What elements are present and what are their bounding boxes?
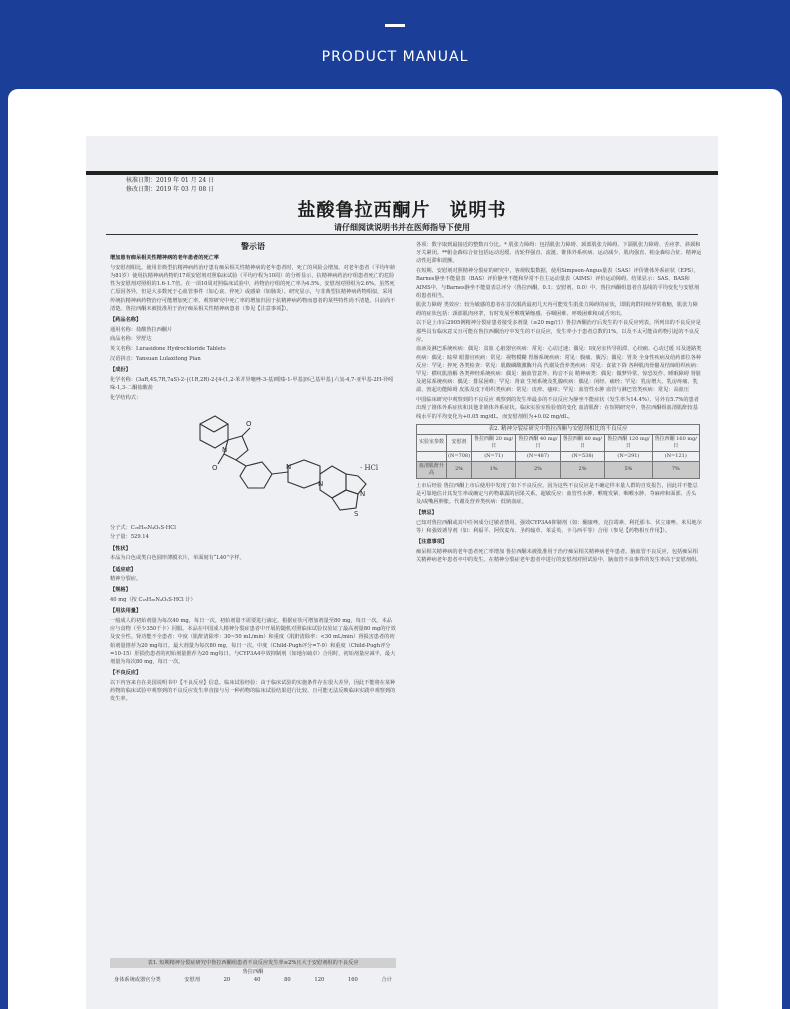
table-cell: 5% (605, 461, 652, 478)
table-header-cell: 身体系统或器官分类 (114, 977, 161, 983)
caution-text: 痴呆相关精神病的老年患者死亡率增加 鲁拉西酮未被批准用于治疗痴呆相关精神病老年患者。脑血管不良反应，包括痴呆相关精神病老年患者卒中的发生。在精神分裂症老年患者中进行的安慰剂对照试验中，脑血管不良事件的发生率高于安慰剂组。 (416, 549, 702, 564)
section-ingredients-heading: 【成份】 (110, 366, 131, 373)
table-cell: 1% (472, 461, 516, 478)
right-paragraph: 中国临床研究中观察到的不良反应 观察到的发生率最多的不良反应为静坐不能症状（发生率为14.4%），另外有5.7%的患者出现了锥体外系症状和其他非锥体外系症状。临床实验室检验值的变化 血清肌酐：在短期研究中，鲁拉西酮组血清肌酐较基线水平的平均变化为+0.05 mg/dL，而安慰剂组为+0.02 mg/dL。 (416, 397, 699, 420)
right-paragraph: 各项：数字取到最接近的整数百分比。* 肌张力障碍：包括肌张力障碍、颈部肌张力障碍、下颌肌张力障碍、舌痉挛、斜颈和牙关紧闭。**帕金森综合征包括运动迟缓、齿轮样强直、流涎、锥体外系疾病、运动减少、肌肉强直、帕金森综合征、精神运动性迟滞和震颤。 (416, 242, 702, 265)
revision-date: 修改日期：2019 年 03 月 08 日 (126, 186, 215, 193)
taboo-text: 已知对鲁拉西酮或其中任何成分过敏者禁用。强效CYP3A4抑制剂（如：酮康唑、克拉霉素、利托那韦、伏立康唑、米贝地尔等）和强效诱导剂（如：利福平、阿伐麦布、圣约翰草、苯妥英、卡马西平等）合用（参见【药物相互作用】）。 (416, 520, 702, 535)
section-name-heading: 【药品名称】 (110, 316, 142, 323)
table-cell: 2% (560, 461, 605, 478)
table-cell: (N=121) (652, 451, 699, 461)
right-paragraph: 以下是上市后2905例精神分裂症患者接受多剂量（≥20 mg/日）鲁拉西酮治疗后发生的不良反应列表。所列出的不良反应是那些具有临床意义且可能在鲁拉西酮治疗中发生的不良反应，发生率小于患者总数的1%，以及不太可能由药物引起的不良反应。 (416, 320, 701, 343)
right-paragraph: 在短期、安慰剂对照精神分裂症的研究中，客观收集数据，使用Simpson-Angus量表（SAS）评价锥体外系症状（EPS），Barnes静坐不能量表（BAS）评价静坐不能和异常不自主运动量表（AIMS）评价运动障碍。结果显示：SAS、BAS和AIMS中，与Barnes静坐不能量表总评分（鲁拉西酮，0.1；安慰剂，0.0）中，鲁拉西酮组患者自基线的平均变化与安慰剂组患者相当。 (416, 268, 700, 299)
hcl-label: · HCl (360, 463, 379, 472)
adverse-events-table (110, 958, 396, 984)
table-cell (417, 451, 447, 461)
right-paragraph: 上市后经验 鲁拉西酮上市后使用中发现了如下不良反应。因为这些不良反应是不确定样本量人群的自发报告，因此并不能总是可靠地估计其发生率或确定与药物暴露的因果关系。超敏反应：血管性水肿、喉咙发紧、咽喉水肿、荨麻疹和面部、舌头及/或嘴唇肿胀。代谢及营养类疾病：低钠血症。 (416, 482, 698, 506)
table-header-cell: 120 (314, 977, 325, 983)
table-header-cell: 鲁拉西酮 20 mg/日 (472, 434, 516, 451)
table-header-cell: 鲁拉西酮 160 mg/日 (652, 434, 699, 451)
table-header-row (110, 976, 396, 984)
section-spec-heading: 【规格】 (110, 587, 131, 594)
section-dosage-heading: 【用法用量】 (110, 608, 142, 615)
table-cell: 2% (516, 461, 561, 478)
section-caution-heading: 【注意事项】 (416, 539, 448, 546)
table-cell: (N=487) (516, 451, 561, 461)
dosage-text: 一般成人的初始剂量为每次40 mg，每日一次。初始剂量不需要进行滴定。根据症状可增加剂量至80 mg，每日一次。本品应与食物（至少350千卡）同服。本品在中国成人精神分裂症患者中开展的随机对照临床试验仅验证了最高剂量80 mg的疗效及安全性。肾功能不全患者：中度（肌酐清除率：30~50 mL/min）和重度（肌酐清除率：<30 mL/min）肾损害患者的初始剂量推荐为20 mg每日，最大剂量为每次80 mg，每日一次。中度（Child-Pugh评分=7-9）和重度（Child-Pugh评分=10-15）肝损伤患者的初始剂量推荐为20 mg每日。与CYP3A4中效抑制剂（如地尔硫卓）合用时，初始剂量应减半，最大剂量为每次80 mg，每日一次。 (110, 618, 396, 666)
table-header-cell: 160 (347, 977, 358, 983)
svg-text:O: O (212, 463, 218, 472)
approval-dates (126, 176, 214, 194)
molecular-formula: 分子式：C₂₈H₃₆N₄O₂S·HCl (110, 524, 176, 531)
table-header-cell: 鲁拉西酮 120 mg/日 (605, 434, 652, 451)
document-title: 盐酸鲁拉西酮片 说明书 (297, 200, 507, 221)
warning-body: 与安慰剂相比，使用非典型抗精神病药治疗患有痴呆相关性精神病的老年患者时，死亡的风险会增加。对老年患者（平均年龄为81岁）使用抗精神病药物的17项安慰剂对照临床试验（平均疗程为10周）的分析显示，抗精神病药治疗组患者死亡的危险性为安慰剂对照组的1.6-1.7倍。在一项10周对照临床试验中，药物治疗组的死亡率为4.5%，安慰剂对照组为2.6%。虽然死亡原因各异，但是大多数死于心血管事件（如心衰、猝死）或感染（如肺炎）。研究显示，与非典型抗精神病药物相似，采用传统抗精神病药物治疗可能增加死亡率。观察研究中死亡率的增加归因于抗精神病药物而患者的某些特性尚不清楚。目前尚不清楚。鲁拉西酮未被批准用于治疗痴呆相关性精神病患者（参见【注意事项】）。 (110, 264, 396, 312)
table-subheader: 鲁拉西酮 (242, 969, 264, 975)
indication-text: 精神分裂症。 (110, 576, 142, 583)
table-header-cell: 实验室参数 (417, 434, 447, 451)
header-accent-bar (385, 24, 405, 27)
table-header-cell: 40 (253, 977, 261, 983)
spec-text: 40 mg（按 C₂₈H₃₆N₄O₂S·HCl 计） (110, 597, 196, 604)
section-adverse-heading: 【不良反应】 (110, 670, 142, 677)
section-character-heading: 【性状】 (110, 545, 131, 552)
structure-label: 化学结构式： (110, 394, 142, 401)
table-header-cell: 合计 (381, 977, 392, 983)
svg-text:N: N (286, 462, 292, 471)
warning-title: 警示语 (241, 241, 265, 251)
table-header-cell: 安慰剂 (184, 977, 200, 983)
table-header-cell: 鲁拉西酮 80 mg/日 (560, 434, 605, 451)
table-row (417, 461, 700, 478)
name-line: 商品名称：罗舒达 (110, 336, 152, 343)
name-line: 汉语拼音：Yansuan Lulaxitong Pian (110, 355, 201, 362)
creatinine-table (416, 424, 700, 479)
table-caption: 表2. 精神分裂症研究中鲁拉西酮与安慰剂相比的不良反应 (417, 424, 700, 434)
table-cell: (N=291) (605, 451, 652, 461)
molecular-weight: 分子量：529.14 (110, 534, 149, 541)
title-rule (106, 234, 698, 235)
section-taboo-heading: 【禁忌】 (416, 510, 437, 517)
name-line: 英文名称：Lurasidone Hydrochloride Tablets (110, 346, 226, 353)
chemical-structure (110, 404, 396, 522)
table-row (417, 451, 700, 461)
table-cell: (N=538) (560, 451, 605, 461)
name-line: 通用名称：盐酸鲁拉西酮片 (110, 326, 173, 333)
table-header-cell: 安慰剂 (447, 434, 472, 451)
right-column (416, 241, 702, 566)
table-header-cell: 80 (284, 977, 291, 983)
page-title: PRODUCT MANUAL (321, 49, 469, 65)
document-subtitle: 请仔细阅读说明书并在医师指导下使用 (334, 222, 470, 232)
section-indication-heading: 【适应症】 (110, 566, 136, 573)
right-paragraph: 血液及淋巴系统疾病：偶见：贫血 心脏器官疾病：常见：心动过速；偶见：I度房室传导阻滞、心绞痛、心动过缓 耳及迷路类疾病：偶见：眩晕 眼器官疾病：常见：视物模糊 胃肠系统疾病：常见：腹痛、腹泻；偶见：胃炎 全身性疾病及给药部位各种反应：罕见：猝死 各类检查：常见：肌酸磷酸激酶升高 代谢及营养类疾病：常见：食欲下降 各种肌肉骨骼及结缔组织疾病：罕见：横纹肌溶解 各类神经系统疾病：偶见：脑血管意外、构音不良 精神病类：偶见：做梦异常、惊恐发作、睡眠障碍 肾脏及泌尿系统疾病：偶见：排尿困难；罕见：肾衰 生殖系统及乳腺疾病：偶见：闭经、痛经；罕见：乳房增大、乳房疼痛、乳溢、勃起功能障碍 皮肤及皮下组织类疾病：常见：皮疹、瘙痒；罕见：血管性水肿 血管与淋巴管类疾病：常见：高血压 (416, 346, 702, 394)
table-cell: 血清肌酐升高 (417, 461, 447, 478)
ingredients-text: 化学名称：(3aR,4S,7R,7aS)-2-{(1R,2R)-2-[4-(1,2-苯并异噻唑-3-基)哌嗪-1-甲基]环己基甲基}六氢-4,7-亚甲基-2H-异吲哚-1,3-二酮盐酸盐 (110, 376, 394, 391)
svg-text:N: N (360, 489, 366, 498)
molecule-diagram (170, 404, 370, 522)
svg-text:S: S (354, 509, 359, 518)
approval-date: 核准日期：2019 年 01 月 24 日 (126, 177, 215, 184)
table-cell: (N=708) (447, 451, 472, 461)
table-header-cell: 鲁拉西酮 40 mg/日 (516, 434, 561, 451)
table-header-cell: 20 (223, 977, 231, 983)
table-cell: 2% (447, 461, 472, 478)
svg-text:N: N (318, 479, 324, 488)
svg-text:O: O (246, 419, 252, 428)
table-caption: 表1. 短期精神分裂症研究中鲁拉西酮组患者不良反应发生率≥2%且大于安慰剂组的不良反应 (110, 958, 396, 968)
manual-scan (86, 136, 718, 1009)
svg-text:N: N (222, 445, 228, 454)
top-rule (86, 171, 718, 175)
right-paragraph: 肌张力障碍 类效应：较为敏感的患者在首次服药最初几天内可能发生肌张力障碍的症状，即肌肉群持续异常收缩，肌张力障碍的症状包括：颈部肌肉痉挛，有时发展至喉咙紧缩感、吞咽困难、呼吸困难和/或舌突出。 (416, 302, 698, 317)
table-cell: 7% (652, 461, 699, 478)
character-text: 本品为白色或类白色圆形薄膜衣片，单面刻有“L40”字样。 (110, 555, 245, 562)
table-header-row (417, 434, 700, 451)
adverse-text: 以下内容来自在美国说明书中【不良反应】信息。临床试验经验：由于临床试验的实施条件存在很大差异，因此不能将在某种药物的临床试验中观察到的不良反应发生率直接与另一种药物的临床试验结果进行比较，且可能无法反映临床实践中观察到的发生率。 (110, 680, 396, 703)
table-cell: (N=71) (472, 451, 516, 461)
left-column (110, 241, 396, 705)
warning-lead: 增加患有痴呆相关性精神病的老年患者的死亡率 (110, 255, 219, 261)
